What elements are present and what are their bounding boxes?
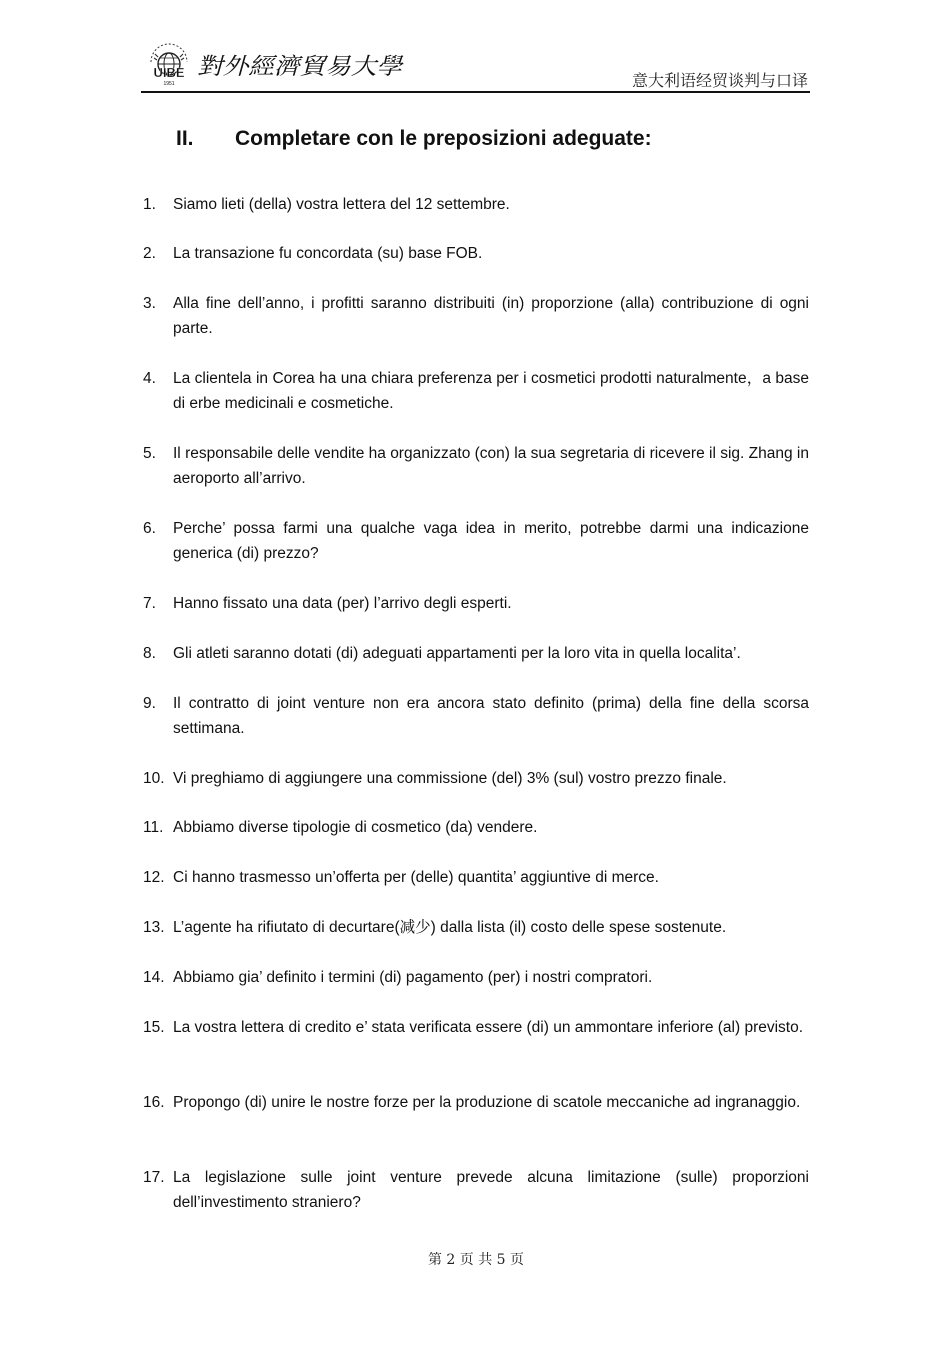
item-text: Siamo lieti (della) vostra lettera del 12 settembre. [173, 196, 510, 213]
item-text: Vi preghiamo di aggiungere una commissione (del) 3% (sul) vostro prezzo finale. [173, 770, 727, 787]
list-item [143, 366, 809, 416]
logo-year: 1951 [163, 81, 175, 87]
item-text: Abbiamo gia’ definito i termini (di) pagamento (per) i nostri compratori. [173, 969, 653, 986]
item-number: 17. [143, 1169, 165, 1186]
item-text: Gli atleti saranno dotati (di) adeguati appartamenti per la loro vita in quella localita’. [173, 645, 741, 662]
item-text: Perche’ possa farmi una qualche vaga idea in merito, potrebbe darmi una indicazione generica (di) prezzo? [173, 520, 809, 562]
university-calligraphy-logo [197, 48, 407, 82]
item-number: 1. [143, 196, 156, 213]
page-number: 第 2 页 共 5 页 [427, 1252, 525, 1268]
item-text: Abbiamo diverse tipologie di cosmetico (da) vendere. [173, 819, 538, 836]
item-text: Alla fine dell’anno, i profitti saranno distribuiti (in) proporzione (alla) contribuzione di ogni parte. [173, 295, 809, 337]
item-number: 11. [143, 819, 164, 836]
item-text: La legislazione sulle joint venture prevede alcuna limitazione (sulle) proporzioni dell’investimento straniero? [173, 1169, 809, 1211]
list-item [143, 865, 809, 890]
section-title: Completare con le preposizioni adeguate: [235, 127, 652, 150]
item-number: 10. [143, 770, 165, 787]
logo-text: UIBE [153, 65, 185, 80]
list-item [143, 766, 809, 791]
list-item [143, 691, 809, 741]
item-text: Il contratto di joint venture non era ancora stato definito (prima) della fine della scorsa settimana. [173, 695, 809, 737]
item-text: Il responsabile delle vendite ha organizzato (con) la sua segretaria di ricevere il sig. Zhang in aeroporto all’arrivo. [173, 445, 809, 487]
item-number: 2. [143, 245, 156, 262]
page-header [141, 40, 810, 92]
list-item [143, 815, 809, 840]
list-item [143, 192, 809, 217]
item-text: La clientela in Corea ha una chiara preferenza per i cosmetici prodotti naturalmente，a base di erbe medicinali e cosmetiche. [173, 370, 809, 412]
course-title: 意大利语经贸谈判与口译 [631, 71, 808, 90]
item-text: Propongo (di) unire le nostre forze per la produzione di scatole meccaniche ad ingranaggio. [173, 1094, 801, 1111]
list-item [143, 516, 809, 566]
item-number: 14. [143, 969, 165, 986]
item-text: La vostra lettera di credito e’ stata verificata essere (di) un ammontare inferiore (al) previsto. [173, 1019, 804, 1036]
university-logo-icon [145, 40, 193, 88]
list-item [143, 241, 809, 266]
item-number: 7. [143, 595, 156, 612]
list-item [143, 591, 809, 616]
item-number: 15. [143, 1019, 165, 1036]
item-text: La transazione fu concordata (su) base FOB. [173, 245, 483, 262]
item-number: 13. [143, 919, 165, 936]
list-item [143, 1165, 809, 1215]
header-divider [141, 91, 810, 93]
list-item [143, 441, 809, 491]
item-number: 9. [143, 695, 156, 712]
section-heading [176, 127, 652, 151]
item-text: Hanno fissato una data (per) l’arrivo degli esperti. [173, 595, 512, 612]
item-number: 16. [143, 1094, 165, 1111]
item-number: 6. [143, 520, 156, 537]
list-item [143, 1090, 809, 1115]
list-item [143, 965, 809, 990]
list-item [143, 915, 809, 940]
list-item [143, 291, 809, 341]
list-item [143, 641, 809, 666]
item-number: 5. [143, 445, 156, 462]
list-item [143, 1015, 809, 1040]
section-number: II. [176, 127, 194, 150]
item-number: 4. [143, 370, 156, 387]
item-text: Ci hanno trasmesso un’offerta per (delle) quantita’ aggiuntive di merce. [173, 869, 659, 886]
item-number: 3. [143, 295, 156, 312]
item-text: L’agente ha rifiutato di decurtare(减少) dalla lista (il) costo delle spese sostenute. [173, 919, 727, 936]
item-number: 12. [143, 869, 165, 886]
logo-script-text: 對外經濟貿易大學 [197, 54, 405, 80]
item-number: 8. [143, 645, 156, 662]
